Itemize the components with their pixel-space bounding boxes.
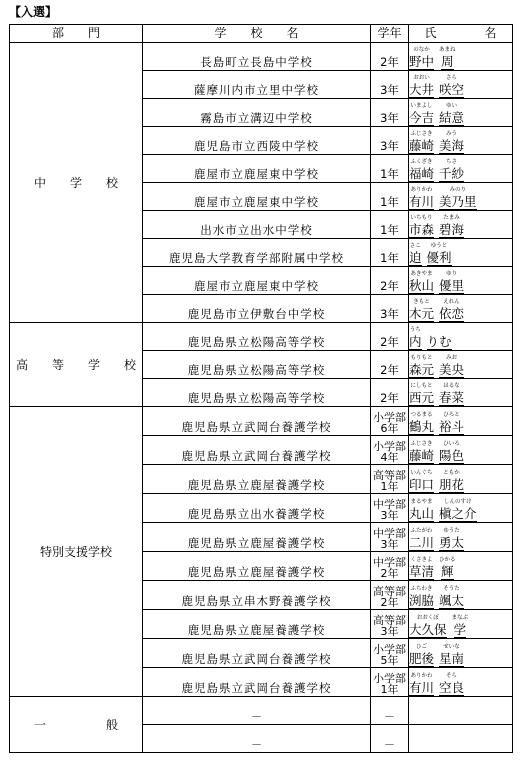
given-name (439, 383, 464, 406)
family-name-reading: ありかわ (410, 673, 433, 679)
division-label: 小学部 (373, 672, 406, 685)
grade-cell: 2年 (371, 267, 409, 295)
family-name (409, 131, 434, 154)
family-name-reading: おおくぼ (416, 615, 439, 621)
family-name (409, 187, 434, 210)
school-cell: 鹿児島県立鹿屋養護学校 (143, 465, 371, 494)
given-name (439, 528, 464, 551)
school-cell: 鹿児島県立松陽高等学校 (143, 323, 371, 351)
family-name (409, 103, 434, 126)
given-name-kanji: 周 (441, 54, 454, 69)
grade-label: 6年 (380, 422, 399, 435)
family-name-kanji: 大井 (409, 82, 435, 97)
family-name (409, 557, 434, 580)
given-name (439, 103, 464, 126)
given-name-kanji: 槇之介 (439, 506, 477, 521)
family-name-reading: ふくざき (410, 159, 433, 165)
family-name-kanji: 藤崎 (409, 138, 435, 153)
family-name (409, 383, 434, 406)
family-name-kanji: 二川 (409, 535, 435, 550)
given-name (439, 271, 464, 294)
school-cell: 鹿児島県立出水養護学校 (143, 494, 371, 523)
grade-cell: 3年 (371, 295, 409, 323)
name-cell (409, 581, 513, 610)
given-name-reading: えれん (443, 299, 460, 305)
given-name-kanji: 碧海 (439, 222, 465, 237)
column-header-school: 学 校 名 (143, 25, 371, 43)
name-cell (409, 99, 513, 127)
division-label: 高等部 (373, 614, 406, 627)
family-name-kanji: 渕脇 (409, 593, 435, 608)
section-heading: 【入選】 (9, 5, 58, 19)
school-cell: 霧島市立溝辺中学校 (143, 99, 371, 127)
given-name-kanji: 美海 (439, 138, 465, 153)
school-cell: 長島町立長島中学校 (143, 43, 371, 71)
family-name-kanji: 有川 (409, 194, 435, 209)
school-cell: 鹿児島大学教育学部附属中学校 (143, 239, 371, 267)
given-name-kanji: 颯太 (439, 593, 465, 608)
given-name-kanji: 勇太 (439, 535, 465, 550)
given-name-kanji: 輝 (441, 564, 454, 579)
given-name-kanji: 学 (453, 622, 467, 637)
grade-cell: － (371, 697, 409, 725)
family-name-reading: にしもと (410, 383, 433, 389)
family-name (409, 299, 434, 322)
family-name (409, 615, 447, 638)
name-cell (409, 155, 513, 183)
name-cell (409, 668, 513, 697)
given-name (439, 47, 456, 70)
given-name-kanji: 結意 (439, 110, 465, 125)
department-cell: 特別支援学校 (10, 407, 143, 697)
name-cell (409, 379, 513, 407)
name-cell (409, 436, 513, 465)
school-cell: 薩摩川内市立里中学校 (143, 71, 371, 99)
family-name-kanji: 有川 (409, 680, 435, 695)
family-name-kanji: 木元 (409, 306, 435, 321)
name-cell (409, 211, 513, 239)
family-name-reading: のなか (413, 47, 430, 53)
department-cell: 高 等 学 校 (10, 323, 143, 407)
name-cell (409, 183, 513, 211)
family-name-reading: さこ (409, 243, 421, 249)
school-cell: 鹿児島市立西陵中学校 (143, 127, 371, 155)
given-name-reading: そら (446, 673, 458, 679)
given-name (439, 75, 464, 98)
given-name (439, 586, 464, 609)
column-header-name: 氏 名 (409, 25, 513, 43)
given-name-reading: そうた (443, 586, 460, 592)
grade-cell (371, 465, 409, 494)
grade-cell (371, 552, 409, 581)
name-cell (409, 639, 513, 668)
given-name-kanji: 星南 (439, 651, 465, 666)
division-label: 中学部 (373, 556, 406, 569)
given-name-reading: さら (446, 75, 458, 81)
family-name-kanji: 西元 (409, 390, 435, 405)
school-cell: 鹿児島県立武岡台養護学校 (143, 668, 371, 697)
given-name-kanji: 朋花 (439, 477, 465, 492)
school-cell: 鹿屋市立鹿屋東中学校 (143, 183, 371, 211)
family-name (409, 412, 434, 435)
given-name-reading: ゆうと (430, 243, 448, 249)
grade-cell: 3年 (371, 127, 409, 155)
school-cell: 鹿児島県立武岡台養護学校 (143, 436, 371, 465)
given-name (439, 644, 464, 667)
table-header-row (10, 25, 513, 43)
family-name (409, 673, 434, 696)
family-name (409, 271, 434, 294)
name-cell (409, 43, 513, 71)
grade-label: 4年 (380, 451, 399, 464)
given-name-kanji: りむ (426, 334, 452, 349)
grade-cell: 1年 (371, 211, 409, 239)
family-name-kanji: 印口 (409, 477, 435, 492)
family-name (409, 75, 434, 98)
grade-label: 1年 (380, 683, 399, 696)
given-name-reading: しんのすけ (444, 499, 472, 505)
family-name (409, 47, 434, 70)
grade-cell (371, 494, 409, 523)
given-name-reading: たまみ (443, 215, 460, 221)
given-name (439, 299, 464, 322)
family-name-reading: いんぐち (410, 470, 433, 476)
grade-cell (371, 436, 409, 465)
grade-label: 2年 (380, 596, 399, 609)
grade-cell (371, 407, 409, 436)
family-name-reading: くさきよ (410, 557, 433, 563)
given-name-kanji: 千紗 (439, 166, 465, 181)
table-row (10, 697, 513, 725)
school-cell: 鹿児島県立串木野養護学校 (143, 581, 371, 610)
family-name-reading: ありかわ (410, 187, 433, 193)
name-cell (409, 351, 513, 379)
given-name (427, 243, 452, 266)
school-cell: 鹿児島県立武岡台養護学校 (143, 407, 371, 436)
given-name-kanji: 美乃里 (439, 194, 477, 209)
family-name-reading: ひご (416, 644, 428, 650)
school-cell: － (143, 725, 371, 753)
table-row (10, 323, 513, 351)
name-cell (409, 494, 513, 523)
given-name-reading: ひいろ (443, 441, 460, 447)
grade-cell: 1年 (371, 155, 409, 183)
given-name-kanji: 陽色 (439, 448, 465, 463)
division-label: 高等部 (373, 585, 406, 598)
grade-cell: 2年 (371, 351, 409, 379)
given-name-reading: あまね (439, 47, 456, 53)
family-name-reading: つるまる (410, 412, 433, 418)
given-name (439, 159, 464, 182)
family-name (409, 355, 434, 378)
given-name-reading: まなぶ (451, 615, 469, 621)
given-name-kanji: 咲空 (439, 82, 465, 97)
school-cell: 鹿児島県立武岡台養護学校 (143, 639, 371, 668)
grade-cell: 2年 (371, 323, 409, 351)
given-name (452, 615, 469, 638)
given-name (439, 131, 464, 154)
grade-cell: 1年 (371, 183, 409, 211)
grade-cell (371, 610, 409, 639)
family-name (409, 159, 434, 182)
winners-table (9, 24, 513, 753)
family-name-reading: きもと (413, 299, 430, 305)
grade-cell: － (371, 725, 409, 753)
name-cell (409, 725, 513, 753)
column-header-department: 部 門 (10, 25, 143, 43)
given-name (439, 673, 464, 696)
given-name-reading: ちさ (446, 159, 458, 165)
name-cell (409, 697, 513, 725)
family-name-kanji: 大久保 (409, 622, 447, 637)
division-label: 中学部 (373, 498, 406, 511)
division-label: 小学部 (373, 411, 406, 424)
school-cell: 鹿児島県立鹿屋養護学校 (143, 523, 371, 552)
family-name-reading: いまよし (410, 103, 433, 109)
family-name-reading: うち (409, 327, 421, 333)
school-cell: 鹿児島県立鹿屋養護学校 (143, 610, 371, 639)
table-row (10, 43, 513, 71)
given-name (439, 215, 464, 238)
name-cell (409, 71, 513, 99)
given-name-reading: ゆうた (443, 528, 460, 534)
name-cell (409, 465, 513, 494)
grade-label: 1年 (380, 480, 399, 493)
given-name-reading: せいな (443, 644, 460, 650)
column-header-grade: 学年 (371, 25, 409, 43)
given-name (427, 327, 452, 350)
school-cell: 鹿児島県立鹿屋養護学校 (143, 552, 371, 581)
family-name-reading: おおい (413, 75, 430, 81)
grade-label: 3年 (380, 538, 399, 551)
given-name (439, 470, 464, 493)
family-name (409, 470, 434, 493)
school-cell: － (143, 697, 371, 725)
school-cell: 鹿屋市立鹿屋東中学校 (143, 155, 371, 183)
grade-cell: 2年 (371, 43, 409, 71)
family-name-kanji: 迫 (409, 250, 422, 265)
school-cell: 鹿児島県立松陽高等学校 (143, 379, 371, 407)
division-label: 小学部 (373, 643, 406, 656)
given-name-reading: ともか (443, 470, 460, 476)
name-cell (409, 295, 513, 323)
grade-label: 3年 (380, 509, 399, 522)
given-name-kanji: 裕斗 (439, 419, 465, 434)
family-name (409, 528, 434, 551)
name-cell (409, 552, 513, 581)
grade-cell (371, 581, 409, 610)
grade-cell (371, 639, 409, 668)
family-name-kanji: 秋山 (409, 278, 435, 293)
given-name (439, 557, 456, 580)
school-cell: 鹿児島市立伊敷台中学校 (143, 295, 371, 323)
family-name-kanji: 野中 (409, 54, 435, 69)
division-label: 小学部 (373, 440, 406, 453)
family-name-kanji: 福崎 (409, 166, 435, 181)
school-cell: 出水市立出水中学校 (143, 211, 371, 239)
family-name-kanji: 市森 (409, 222, 435, 237)
given-name-kanji: 依恋 (439, 306, 465, 321)
family-name-reading: ふじさき (410, 441, 433, 447)
family-name-kanji: 肥後 (409, 651, 435, 666)
grade-label: 2年 (380, 567, 399, 580)
given-name-kanji: 空良 (439, 680, 465, 695)
family-name-reading: あきやま (410, 271, 433, 277)
grade-cell (371, 523, 409, 552)
family-name (409, 499, 434, 522)
grade-cell: 3年 (371, 71, 409, 99)
given-name-reading: ひかる (439, 557, 456, 563)
given-name (439, 441, 464, 464)
given-name-kanji: 優利 (426, 250, 452, 265)
name-cell (409, 267, 513, 295)
grade-label: 3年 (380, 625, 399, 638)
family-name-reading: ふちわき (410, 586, 433, 592)
given-name-kanji: 美央 (439, 362, 465, 377)
name-cell (409, 407, 513, 436)
given-name-reading: みのり (449, 187, 467, 193)
grade-cell: 3年 (371, 99, 409, 127)
given-name-reading: ゆい (446, 103, 458, 109)
division-label: 中学部 (373, 527, 406, 540)
given-name (439, 187, 477, 210)
family-name (409, 644, 434, 667)
name-cell (409, 127, 513, 155)
family-name (409, 327, 422, 350)
family-name-kanji: 丸山 (409, 506, 435, 521)
family-name-reading: もりもと (410, 355, 433, 361)
department-cell: 中 学 校 (10, 43, 143, 323)
name-cell (409, 323, 513, 351)
family-name-reading: ふたがわ (410, 528, 433, 534)
family-name (409, 586, 434, 609)
family-name-reading: いちもり (410, 215, 433, 221)
given-name-kanji: 春菜 (439, 390, 465, 405)
family-name-kanji: 鶴丸 (409, 419, 435, 434)
grade-cell: 1年 (371, 239, 409, 267)
table-row (10, 407, 513, 436)
family-name-kanji: 藤崎 (409, 448, 435, 463)
given-name (439, 412, 464, 435)
name-cell (409, 523, 513, 552)
given-name (439, 355, 464, 378)
family-name-kanji: 森元 (409, 362, 435, 377)
family-name (409, 243, 422, 266)
family-name-kanji: 内 (409, 334, 422, 349)
given-name-reading: みお (446, 355, 458, 361)
family-name-reading: ふじさき (410, 131, 433, 137)
family-name-reading: まるやま (410, 499, 433, 505)
family-name (409, 441, 434, 464)
grade-label: 5年 (380, 654, 399, 667)
division-label: 高等部 (373, 469, 406, 482)
given-name-reading: ひろと (443, 412, 460, 418)
school-cell: 鹿児島県立松陽高等学校 (143, 351, 371, 379)
family-name-kanji: 今吉 (409, 110, 435, 125)
department-cell: 一 般 (10, 697, 143, 753)
family-name-kanji: 草清 (409, 564, 435, 579)
name-cell (409, 239, 513, 267)
given-name (439, 499, 477, 522)
grade-cell: 2年 (371, 379, 409, 407)
family-name (409, 215, 434, 238)
school-cell: 鹿屋市立鹿屋東中学校 (143, 267, 371, 295)
given-name-reading: みう (446, 131, 458, 137)
grade-cell (371, 668, 409, 697)
given-name-kanji: 優里 (439, 278, 465, 293)
name-cell (409, 610, 513, 639)
given-name-reading: ゆり (446, 271, 458, 277)
given-name-reading: はるな (443, 383, 460, 389)
